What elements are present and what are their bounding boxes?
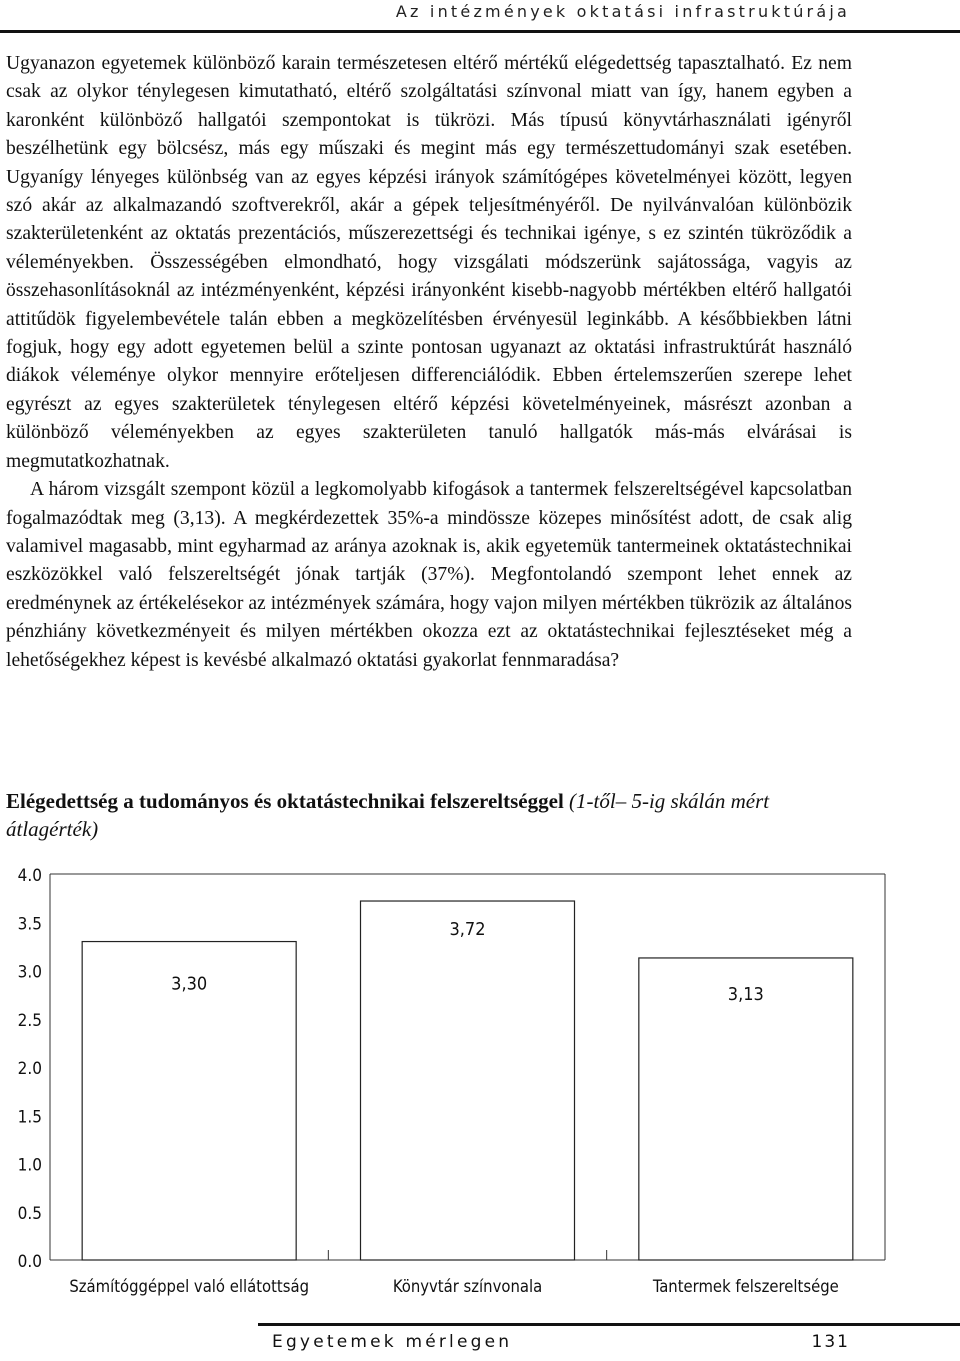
y-tick-label: 2.0: [17, 1059, 42, 1079]
x-tick-label: Tantermek felszereltsége: [652, 1277, 839, 1296]
x-tick-label: Számítóggéppel való ellátottság: [69, 1277, 310, 1296]
page-number: 131: [811, 1332, 850, 1352]
body-text: [6, 50, 852, 675]
chart-title-main: Elégedettség a tudományos és oktatástechnikai felszereltséggel: [6, 789, 564, 813]
data-label: 3,30: [171, 973, 208, 995]
running-head: Az intézmények oktatási infrastruktúrája: [395, 2, 850, 21]
bar: [361, 901, 575, 1260]
paragraph-1: Ugyanazon egyetemek különböző karain természetesen eltérő mértékű elégedettség tapasztalható. Ez nem csak az olykor ténylegesen kimutatható, eltérő szolgáltatási színvonal miatt van így, hanem egyben a karonként különböző hallgatói szempontokat is tükrözi. Más típusú könyvtárhasználati igényről beszélhetünk egy bölcsész, más egy műszaki és megint más egy természettudományi szak esetében. Ugyanígy lényeges különbség van az egyes képzési irányok számítógépes követelményei között, legyen szó akár az alkalmazandó szoftverekről, akár a gépek teljesítményéről. De nyilvánvalóan különbözik szakterületenként az oktatás prezentációs, műszerezettségi és technikai igénye, s ez szintén tükröződik a véleményekben. Összességében elmondható, hogy vizsgálati módszerünk sajátossága, vagyis az összehasonlításoknál az intézményenként, képzési irányonként kisebb-nagyobb mértékben eltérő hallgatói attitűdök figyelembevétele talán ebben a megközelítésben érvényesül leginkább. A későbbiekben látni fogjuk, hogy egy adott egyetemen belül a szinte pontosan ugyanazt az oktatási infrastruktúrát használó diákok véleménye olykor mennyire erőteljesen differenciálódik. Ebben értelemszerűen szerepe lehet egyrészt az egyes szakterületek ténylegesen eltérő képzési követelményeinek, másrészt azonban a különböző véleményekben az egyes szakterületen tanuló hallgatók más-más elvárásai is megmutatkozhatnak.: [6, 53, 852, 472]
y-tick-label: 0.0: [17, 1252, 42, 1272]
data-label: 3,72: [449, 919, 486, 941]
y-tick-label: 3.0: [17, 962, 42, 983]
footer-rule: [258, 1323, 960, 1326]
header-rule: [0, 30, 960, 33]
y-tick-label: 1.0: [17, 1155, 42, 1176]
paragraph-2: A három vizsgált szempont közül a legkomolyabb kifogások a tantermek felszereltségével kapcsolatban fogalmazódtak meg (3,13). A megkérdezettek 35%-a mindössze közepes minősítést adott, de csak alig valamivel magasabb, mint egyharmad az aránya azoknak is, akik egyetemük tantermeinek oktatástechnikai eszközökkel való felszereltségét jónak tartják (37%). Megfontolandó szempont lehet ennek az eredménynek az értékelésekor az intézmények számára, hogy vajon milyen mértékben tükrözik az általános pénzhiány következményeit és milyen mértékben okozza ezt az oktatástechnikai fejlesztéseket még a lehetőségekhez képest is kevésbé alkalmazó oktatási gyakorlat fennmaradása?: [6, 479, 852, 671]
y-tick-label: 4.0: [17, 866, 42, 886]
y-tick-label: 0.5: [17, 1203, 42, 1224]
y-tick-label: 3.5: [17, 914, 42, 935]
chart-title-note: (1-től– 5-ig skálán mért átlagérték): [6, 789, 770, 841]
chart-title: [6, 787, 866, 843]
footer-label: Egyetemek mérlegen: [272, 1332, 513, 1352]
data-label: 3,13: [727, 983, 764, 1005]
y-tick-label: 1.5: [17, 1107, 42, 1128]
x-tick-label: Könyvtár színvonala: [392, 1277, 543, 1296]
y-tick-label: 2.5: [17, 1010, 42, 1031]
bar-chart: [0, 850, 960, 1310]
